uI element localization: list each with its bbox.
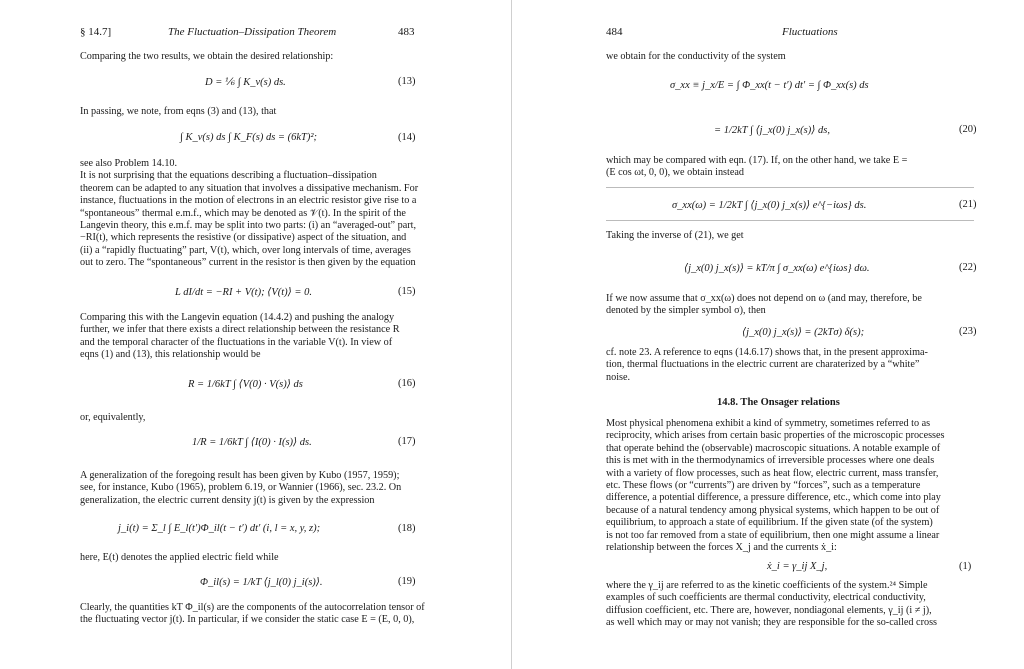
text-line: which may be compared with eqn. (17). If, on the other hand, we take E = (606, 155, 908, 166)
text-line: examples of such coefficients are thermal conductivity, electrical conductivity, (606, 592, 926, 604)
text-line: instance, fluctuations in the motion of electrons in an electric resistor give rise to a (80, 195, 417, 207)
equation-23: ⟨j_x(0) j_x(s)⟩ = (2kTσ) δ(s); (742, 327, 865, 338)
equation-18: j_i(t) = Σ_l ∫ E_l(t′)Φ_il(t − t′) dt′ (i, l = x, y, z); (118, 523, 321, 534)
text-line: this is met with in the thermodynamics of irreversible processes where one deals (606, 455, 935, 467)
equation-13: D = ⅙ ∫ K_v(s) ds. (205, 77, 286, 88)
text-line: where the γ_ij are referred to as the kinetic coefficients of the system.²⁴ Simple (606, 580, 928, 591)
divider (606, 187, 974, 188)
equation-label: (16) (398, 378, 416, 389)
equation-label: (19) (398, 576, 416, 587)
paragraph-block (606, 580, 937, 630)
page-number: 483 (398, 26, 415, 38)
text-line: Clearly, the quantities kT Φ_il(s) are the components of the autocorrelation tensor of (80, 602, 425, 613)
text-line: theorem can be adapted to any situation that involves a dissipative mechanism. For (80, 182, 419, 194)
paragraph: Comparing the two results, we obtain the desired relationship: (80, 51, 334, 62)
text-line: see, for instance, Kubo (1965), problem 6.19, or Wannier (1966), sec. 23.2. On (80, 482, 402, 494)
equation-label: (18) (398, 523, 416, 534)
paragraph-block (80, 158, 420, 270)
text-line: as well which may or may not vanish; they are responsible for the so-called cross (606, 617, 937, 629)
text-line: eqns (1) and (13), this relationship would be (80, 349, 261, 361)
text-line: equilibrium, to approach a state of equilibrium. If the given state (of the system) (606, 517, 933, 529)
paragraph: Taking the inverse of (21), we get (606, 230, 744, 241)
text-line: see also Problem 14.10. (80, 158, 178, 169)
text-line: A generalization of the foregoing result has been given by Kubo (1957, 1959); (80, 470, 400, 481)
text-line: denoted by the simpler symbol σ), then (606, 305, 766, 317)
text-line: cf. note 23. A reference to eqns (14.6.17) shows that, in the present approxima- (606, 347, 928, 358)
right-page (512, 0, 1024, 669)
paragraph: we obtain for the conductivity of the system (606, 51, 786, 62)
text-line: (E cos ωt, 0, 0), we obtain instead (606, 167, 744, 179)
equation-15: L dI/dt = −RI + V(t); ⟨V(t)⟩ = 0. (175, 287, 312, 298)
text-line: difference, a potential difference, a pressure difference, etc., which come into play (606, 492, 941, 504)
paragraph: or, equivalently, (80, 412, 146, 423)
equation-label: (13) (398, 76, 416, 87)
text-line: generalization, the electric current density j(t) is given by the expression (80, 494, 375, 506)
text-line: reciprocity, which arises from certain basic properties of the microscopic processes (606, 430, 945, 442)
text-line: that operate behind the (observable) macroscopic situations. A notable example of (606, 442, 941, 454)
text-line: and the temporal character of the fluctuations in the variable V(t). In view of (80, 336, 393, 348)
equation-1: ẋ_i = γ_ij X_j, (767, 561, 828, 572)
running-title: The Fluctuation–Dissipation Theorem (168, 26, 337, 38)
text-line: Langevin theory, this e.m.f. may be split into two parts: (i) an “averaged-out” part, (80, 220, 416, 232)
equation-16: R = 1/6kT ∫ ⟨V(0) · V(s)⟩ ds (188, 379, 303, 390)
running-title: Fluctuations (782, 26, 838, 38)
paragraph-block (606, 347, 928, 384)
paragraph-block (606, 155, 907, 180)
equation-17: 1/R = 1/6kT ∫ ⟨I(0) · I(s)⟩ ds. (192, 437, 312, 448)
text-line: the fluctuating vector j(t). In particular, if we consider the static case E = (E, 0, 0), (80, 614, 415, 626)
equation-21: σ_xx(ω) = 1/2kT ∫ ⟨j_x(0) j_x(s)⟩ e^{−iωs} ds. (672, 200, 867, 211)
equation-14: ∫ K_v(s) ds ∫ K_F(s) ds = (6kT)²; (180, 132, 318, 143)
text-line: noise. (606, 371, 631, 383)
text-line: relationship between the forces X_j and the currents ẋ_i: (606, 542, 837, 554)
equation-22: ⟨j_x(0) j_x(s)⟩ = kT/π ∫ σ_xx(ω) e^{iωs} dω. (684, 263, 870, 274)
text-line: is not too far removed from a state of equilibrium, then one might assume a linear (606, 529, 940, 541)
text-line: −RI(t), which represents the resistive (or dissipative) aspect of the situation, and (80, 232, 407, 244)
paragraph-block (80, 470, 401, 507)
divider (606, 220, 974, 221)
equation-label: (22) (959, 262, 977, 273)
text-line: It is not surprising that the equations describing a fluctuation–dissipation (80, 170, 377, 182)
section-marker: § 14.7] (80, 26, 112, 38)
equation-20: = 1/2kT ∫ ⟨j_x(0) j_x(s)⟩ ds, (714, 125, 830, 136)
text-line: (ii) a “rapidly fluctuating” part, V(t), which, over long intervals of time, averages (80, 244, 411, 256)
text-line: tion, thermal fluctuations in the electric current are charaterized by a “white” (606, 359, 920, 371)
text-line: diffusion coefficient, etc. There are, however, nondiagonal elements, γ_ij (i ≠ j), (606, 604, 932, 616)
paragraph-block (80, 312, 400, 362)
page-number: 484 (606, 26, 623, 38)
text-line: Most physical phenomena exhibit a kind of symmetry, sometimes referred to as (606, 418, 931, 429)
equation-label: (14) (398, 132, 416, 143)
equation-label: (17) (398, 436, 416, 447)
text-line: out to zero. The “spontaneous” current in the resistor is then given by the equation (80, 257, 416, 269)
equation-19: Φ_il(s) = 1/kT ⟨j_l(0) j_i(s)⟩. (200, 577, 323, 588)
text-line: with a variety of flow processes, such as heat flow, electric current, mass transfer, (606, 467, 939, 479)
text-line: If we now assume that σ_xx(ω) does not depend on ω (and may, therefore, be (606, 293, 922, 304)
equation-label: (1) (959, 561, 972, 572)
equation-label: (21) (959, 199, 977, 210)
paragraph: In passing, we note, from eqns (3) and (13), that (80, 106, 277, 117)
section-heading: 14.8. The Onsager relations (717, 397, 840, 408)
text-line: “spontaneous” thermal e.m.f., which may be denoted as 𝒱(t). In the spirit of the (80, 207, 406, 219)
paragraph: here, E(t) denotes the applied electric field while (80, 552, 279, 563)
text-line: Comparing this with the Langevin equation (14.4.2) and pushing the analogy (80, 312, 395, 323)
paragraph-block (606, 418, 945, 554)
text-line: further, we infer that there exists a direct relationship between the resistance R (80, 324, 400, 336)
paragraph-block (80, 602, 425, 627)
paragraph-block (606, 293, 922, 318)
equation-label: (23) (959, 326, 977, 337)
text-line: etc. These flows (or “currents”) are driven by “forces”, such as a temperature (606, 480, 921, 492)
equation-label: (15) (398, 286, 416, 297)
text-line: because of a natural tendency among physical systems, which happen to be out of (606, 504, 940, 516)
equation-label: (20) (959, 124, 977, 135)
equation-20-first-line: σ_xx ≡ j_x/E = ∫ Φ_xx(t − t′) dt′ = ∫ Φ_xx(s) ds (670, 80, 869, 91)
